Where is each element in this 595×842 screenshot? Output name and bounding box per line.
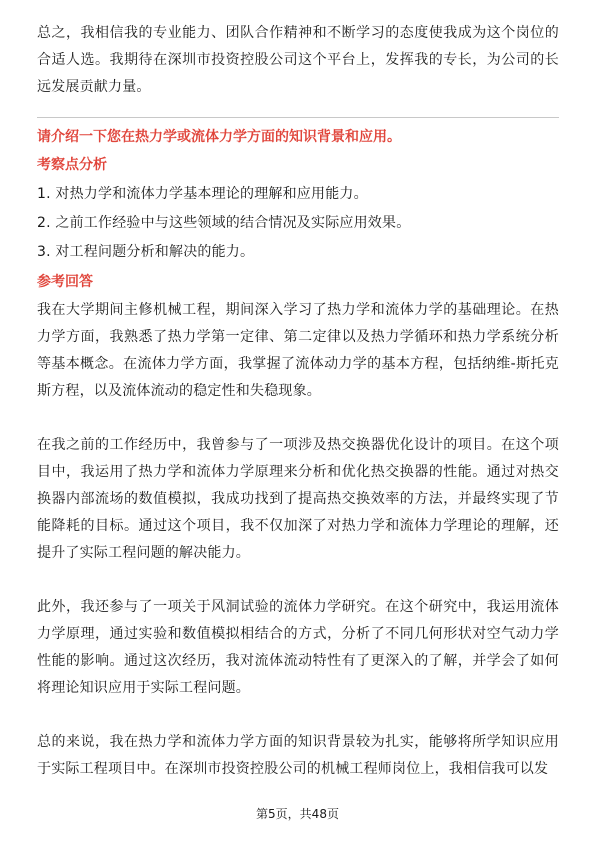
analysis-point: 3. 对工程问题分析和解决的能力。 — [37, 244, 255, 260]
answer-body — [37, 297, 559, 810]
answer-heading: 参考回答 — [37, 274, 93, 290]
analysis-heading: 考察点分析 — [37, 157, 107, 173]
page-number: 第5页，共48页 — [256, 807, 339, 821]
answer-paragraph: 总的来说，我在热力学和流体力学方面的知识背景较为扎实，能够将所学知识应用于实际工程项目中。在深圳市投资控股公司的机械工程师岗位上，我相信我可以发 — [37, 734, 559, 777]
analysis-point: 1. 对热力学和流体力学基本理论的理解和应用能力。 — [37, 186, 368, 202]
answer-paragraph: 我在大学期间主修机械工程，期间深入学习了热力学和流体力学的基础理论。在热力学方面，我熟悉了热力学第一定律、第二定律以及热力学循环和热力学系统分析等基本概念。在流体力学方面，我掌握了流体动力学的基本方程，包括纳维-斯托克斯方程，以及流体流动的稳定性和失稳现象。 — [37, 302, 559, 399]
intro-paragraph: 总之，我相信我的专业能力、团队合作精神和不断学习的态度使我成为这个岗位的合适人选。我期待在深圳市投资控股公司这个平台上，发挥我的专长，为公司的长远发展贡献力量。 — [37, 25, 559, 95]
answer-paragraph: 在我之前的工作经历中，我曾参与了一项涉及热交换器优化设计的项目。在这个项目中，我运用了热力学和流体力学原理来分析和优化热交换器的性能。通过对热交换器内部流场的数值模拟，我成功找到了提高热交换效率的方法，并最终实现了节能降耗的目标。通过这个项目，我不仅加深了对热力学和流体力学理论的理解，还提升了实际工程问题的解决能力。 — [37, 437, 559, 561]
section-divider — [37, 117, 559, 118]
answer-paragraph: 此外，我还参与了一项关于风洞试验的流体力学研究。在这个研究中，我运用流体力学原理，通过实验和数值模拟相结合的方式，分析了不同几何形状对空气动力学性能的影响。通过这次经历，我对流体流动特性有了更深入的了解，并学会了如何将理论知识应用于实际工程问题。 — [37, 599, 559, 696]
analysis-point-list — [37, 180, 559, 267]
analysis-point: 2. 之前工作经验中与这些领域的结合情况及实际应用效果。 — [37, 215, 411, 231]
question-title: 请介绍一下您在热力学或流体力学方面的知识背景和应用。 — [37, 129, 401, 145]
